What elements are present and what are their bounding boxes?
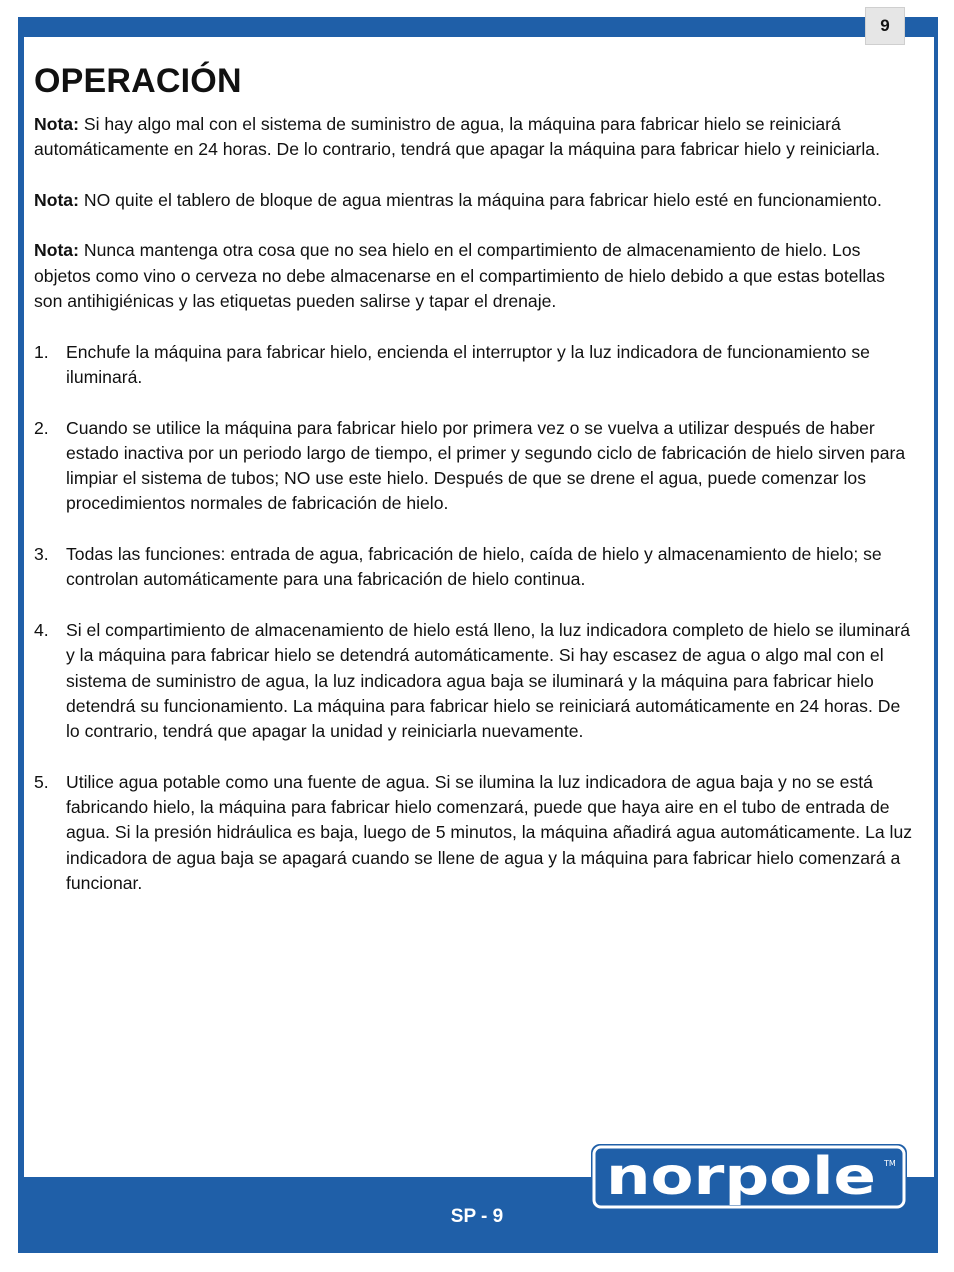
steps-list [34, 340, 918, 897]
list-item [34, 618, 918, 744]
footer-page-code: SP - 9 [450, 1206, 504, 1227]
step-number: 5. [34, 771, 49, 792]
step-number: 1. [34, 341, 49, 362]
note-paragraph [34, 112, 918, 163]
document-body [34, 112, 918, 922]
list-item [34, 340, 918, 391]
norpole-logo [591, 1144, 907, 1210]
note-paragraph [34, 188, 918, 213]
step-number: 2. [34, 417, 49, 438]
logo-wordmark: norpole [606, 1147, 876, 1207]
page-title: OPERACIÓN [34, 62, 242, 100]
list-item [34, 542, 918, 593]
norpole-logo-graphic [591, 1144, 907, 1210]
note-label: Nota: [34, 114, 79, 134]
step-number: 3. [34, 544, 49, 565]
note-label: Nota: [34, 189, 79, 210]
step-text: Todas las funciones: entrada de agua, fabricación de hielo, caída de hielo y almacenamiento de hielo; se controlan automáticamente para una fabricación de hielo continua. [66, 544, 882, 590]
page-number-badge: 9 [865, 7, 905, 45]
note-text: NO quite el tablero de bloque de agua mientras la máquina para fabricar hielo esté en funcionamiento. [78, 189, 882, 210]
note-label: Nota: [34, 240, 79, 261]
step-text: Si el compartimiento de almacenamiento de hielo está lleno, la luz indicadora completo de hielo se iluminará y la máquina para fabricar hielo se detendrá automáticamente. Si hay escasez de agua o algo mal con el sistema de suministro de agua, la luz indicadora agua baja se iluminará y la máquina para fabricar hielo detendrá su funcionamiento. La máquina para fabricar hielo se reiniciará automáticamente en 24 horas. De lo contrario, tendrá que apagar la unidad y reiniciarla nuevamente. [66, 619, 910, 742]
step-text: Utilice agua potable como una fuente de agua. Si se ilumina la luz indicadora de agua baja y no se está fabricando hielo, la máquina para fabricar hielo comenzará, puede que haya aire en el tubo de entrada de agua. Si la presión hidráulica es baja, luego de 5 minutos, la máquina añadirá agua automáticamente. La luz indicadora de agua baja se apagará cuando se llene de agua y la máquina para fabricar hielo comenzará a funcionar. [66, 771, 913, 893]
step-text: Enchufe la máquina para fabricar hielo, encienda el interruptor y la luz indicadora de funcionamiento se iluminará. [66, 341, 870, 387]
note-text: Si hay algo mal con el sistema de suministro de agua, la máquina para fabricar hielo se reiniciará automáticamente en 24 horas. De lo contrario, tendrá que apagar la máquina para fabricar hielo y reiniciarla. [34, 114, 880, 160]
list-item [34, 770, 918, 896]
step-text: Cuando se utilice la máquina para fabricar hielo por primera vez o se vuelva a utilizar después de haber estado inactiva por un periodo largo de tiempo, el primer y segundo ciclo de fabricación de hielo sirven para limpiar el sistema de tubos; NO use este hielo. Después de que se drene el agua, puede comenzar los procedimientos normales de fabricación de hielo. [66, 417, 906, 514]
note-paragraph [34, 238, 918, 314]
step-number: 4. [34, 619, 49, 640]
trademark-symbol: TM [884, 1159, 896, 1168]
note-text: Nunca mantenga otra cosa que no sea hielo en el compartimiento de almacenamiento de hielo. Los objetos como vino o cerveza no debe almacenarse en el compartimiento de hielo debido a que estas botellas son antihigiénicas y las etiquetas pueden salirse y tapar el drenaje. [34, 240, 885, 312]
list-item [34, 416, 918, 517]
